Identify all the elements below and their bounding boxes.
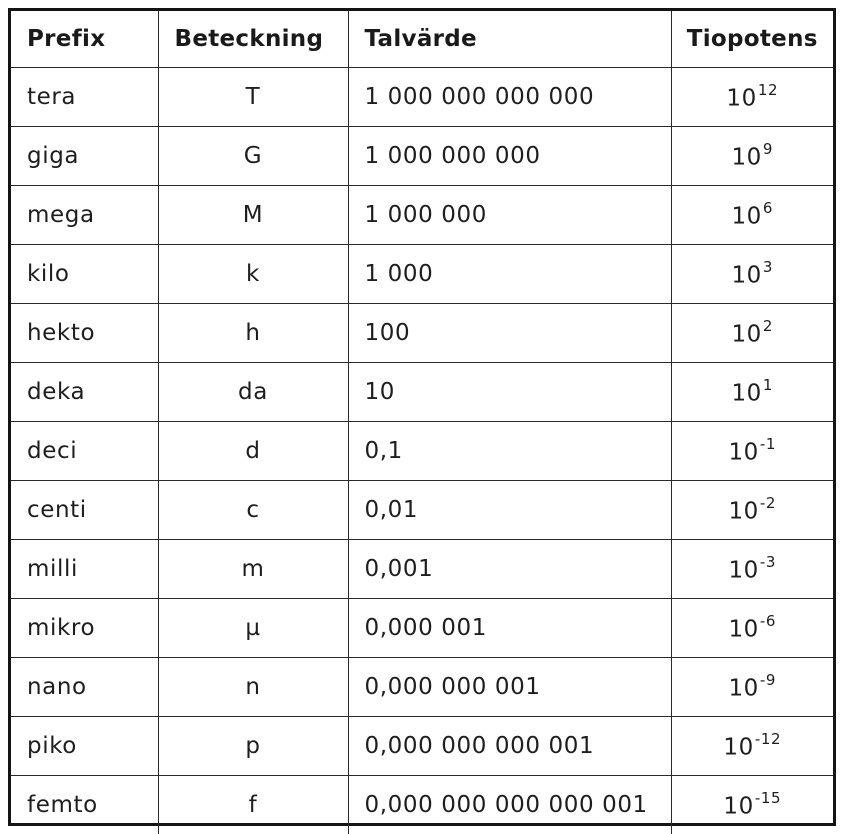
power-base: 10 xyxy=(723,793,754,820)
value-text: 0,001 xyxy=(364,556,434,582)
cell-symbol xyxy=(158,481,348,540)
table-row xyxy=(11,540,833,599)
table-row xyxy=(11,717,833,776)
symbol-text: m xyxy=(241,556,265,582)
prefix-text: nano xyxy=(27,674,87,700)
symbol-text: T xyxy=(245,84,261,110)
power-base: 10 xyxy=(731,380,762,407)
power-base: 10 xyxy=(731,144,762,171)
prefix-text: kilo xyxy=(27,261,70,287)
prefix-text: hekto xyxy=(27,320,96,346)
cell-prefix xyxy=(11,658,158,717)
cell-prefix xyxy=(11,245,158,304)
cell-power xyxy=(671,658,833,717)
value-text: 0,000 001 xyxy=(364,615,487,641)
symbol-text: c xyxy=(246,497,260,523)
table-row xyxy=(11,658,833,717)
prefix-text: deka xyxy=(27,379,86,405)
cell-prefix xyxy=(11,717,158,776)
cell-power xyxy=(671,481,833,540)
prefix-text: giga xyxy=(27,143,80,169)
cell-power xyxy=(671,186,833,245)
table-row xyxy=(11,422,833,481)
value-text: 1 000 000 000 000 xyxy=(364,84,595,110)
cell-power xyxy=(671,127,833,186)
cell-value xyxy=(348,304,671,363)
table-body xyxy=(11,68,833,834)
cell-symbol xyxy=(158,776,348,834)
cell-value xyxy=(348,776,671,834)
cell-symbol xyxy=(158,422,348,481)
power-base: 10 xyxy=(731,262,762,289)
header-power: Tiopotens xyxy=(671,11,833,68)
power-base: 10 xyxy=(728,675,759,702)
symbol-text: da xyxy=(238,379,268,405)
prefix-text: deci xyxy=(27,438,78,464)
cell-symbol xyxy=(158,127,348,186)
cell-value xyxy=(348,422,671,481)
cell-prefix xyxy=(11,363,158,422)
cell-symbol xyxy=(158,658,348,717)
value-text: 1 000 000 xyxy=(364,202,487,228)
table-row xyxy=(11,304,833,363)
symbol-text: n xyxy=(245,674,261,700)
header-prefix: Prefix xyxy=(11,11,158,68)
cell-prefix xyxy=(11,776,158,834)
cell-value xyxy=(348,68,671,127)
cell-symbol xyxy=(158,599,348,658)
power-exponent: 6 xyxy=(762,198,774,217)
power-exponent: -15 xyxy=(754,788,782,807)
power-exponent: -1 xyxy=(759,434,777,453)
cell-power xyxy=(671,304,833,363)
table-row xyxy=(11,363,833,422)
symbol-text: k xyxy=(246,261,260,287)
value-text: 1 000 xyxy=(364,261,434,287)
cell-symbol xyxy=(158,540,348,599)
table-row xyxy=(11,245,833,304)
power-exponent: -6 xyxy=(759,611,777,630)
power-exponent: 2 xyxy=(762,316,774,335)
header-value: Talvärde xyxy=(348,11,671,68)
prefix-text: tera xyxy=(27,84,77,110)
symbol-text: h xyxy=(245,320,261,346)
power-exponent: -3 xyxy=(759,552,777,571)
table-row xyxy=(11,68,833,127)
power-exponent: 12 xyxy=(757,80,779,99)
power-base: 10 xyxy=(726,85,757,112)
prefix-text: femto xyxy=(27,792,98,818)
cell-value xyxy=(348,599,671,658)
table-row xyxy=(11,599,833,658)
si-prefix-table xyxy=(11,11,833,834)
power-exponent: -12 xyxy=(754,729,782,748)
cell-symbol xyxy=(158,304,348,363)
value-text: 0,01 xyxy=(364,497,419,523)
cell-prefix xyxy=(11,599,158,658)
cell-value xyxy=(348,481,671,540)
cell-power xyxy=(671,540,833,599)
power-base: 10 xyxy=(728,616,759,643)
symbol-text: M xyxy=(242,202,264,228)
power-exponent: -2 xyxy=(759,493,777,512)
prefix-text: piko xyxy=(27,733,77,759)
cell-power xyxy=(671,245,833,304)
prefix-text: mega xyxy=(27,202,95,228)
cell-value xyxy=(348,658,671,717)
power-exponent: 3 xyxy=(762,257,774,276)
symbol-text: µ xyxy=(245,615,261,641)
cell-prefix xyxy=(11,540,158,599)
value-text: 0,000 000 000 001 xyxy=(364,733,595,759)
cell-value xyxy=(348,186,671,245)
header-symbol: Beteckning xyxy=(158,11,348,68)
cell-power xyxy=(671,422,833,481)
cell-power xyxy=(671,717,833,776)
symbol-text: G xyxy=(243,143,263,169)
si-prefix-table-frame xyxy=(8,8,836,826)
cell-power xyxy=(671,363,833,422)
cell-prefix xyxy=(11,127,158,186)
table-header xyxy=(11,11,833,68)
cell-value xyxy=(348,540,671,599)
value-text: 0,000 000 001 xyxy=(364,674,541,700)
cell-value xyxy=(348,717,671,776)
value-text: 1 000 000 000 xyxy=(364,143,541,169)
symbol-text: f xyxy=(248,792,258,818)
cell-symbol xyxy=(158,717,348,776)
cell-symbol xyxy=(158,186,348,245)
power-exponent: 1 xyxy=(762,375,774,394)
cell-prefix xyxy=(11,422,158,481)
power-base: 10 xyxy=(728,498,759,525)
cell-prefix xyxy=(11,186,158,245)
power-base: 10 xyxy=(731,321,762,348)
table-row xyxy=(11,127,833,186)
cell-power xyxy=(671,68,833,127)
value-text: 100 xyxy=(364,320,411,346)
prefix-text: mikro xyxy=(27,615,96,641)
cell-value xyxy=(348,245,671,304)
prefix-text: centi xyxy=(27,497,87,523)
cell-power xyxy=(671,776,833,834)
cell-symbol xyxy=(158,245,348,304)
power-base: 10 xyxy=(723,734,754,761)
table-row xyxy=(11,186,833,245)
cell-value xyxy=(348,127,671,186)
cell-value xyxy=(348,363,671,422)
symbol-text: d xyxy=(245,438,261,464)
power-base: 10 xyxy=(728,439,759,466)
power-base: 10 xyxy=(731,203,762,230)
table-row xyxy=(11,481,833,540)
value-text: 0,000 000 000 000 001 xyxy=(364,792,648,818)
table-row xyxy=(11,776,833,834)
value-text: 0,1 xyxy=(364,438,403,464)
cell-symbol xyxy=(158,363,348,422)
cell-prefix xyxy=(11,68,158,127)
power-base: 10 xyxy=(728,557,759,584)
value-text: 10 xyxy=(364,379,395,405)
cell-prefix xyxy=(11,481,158,540)
cell-power xyxy=(671,599,833,658)
power-exponent: 9 xyxy=(762,139,774,158)
cell-prefix xyxy=(11,304,158,363)
cell-symbol xyxy=(158,68,348,127)
header-row xyxy=(11,11,833,68)
power-exponent: -9 xyxy=(759,670,777,689)
symbol-text: p xyxy=(245,733,261,759)
prefix-text: milli xyxy=(27,556,78,582)
